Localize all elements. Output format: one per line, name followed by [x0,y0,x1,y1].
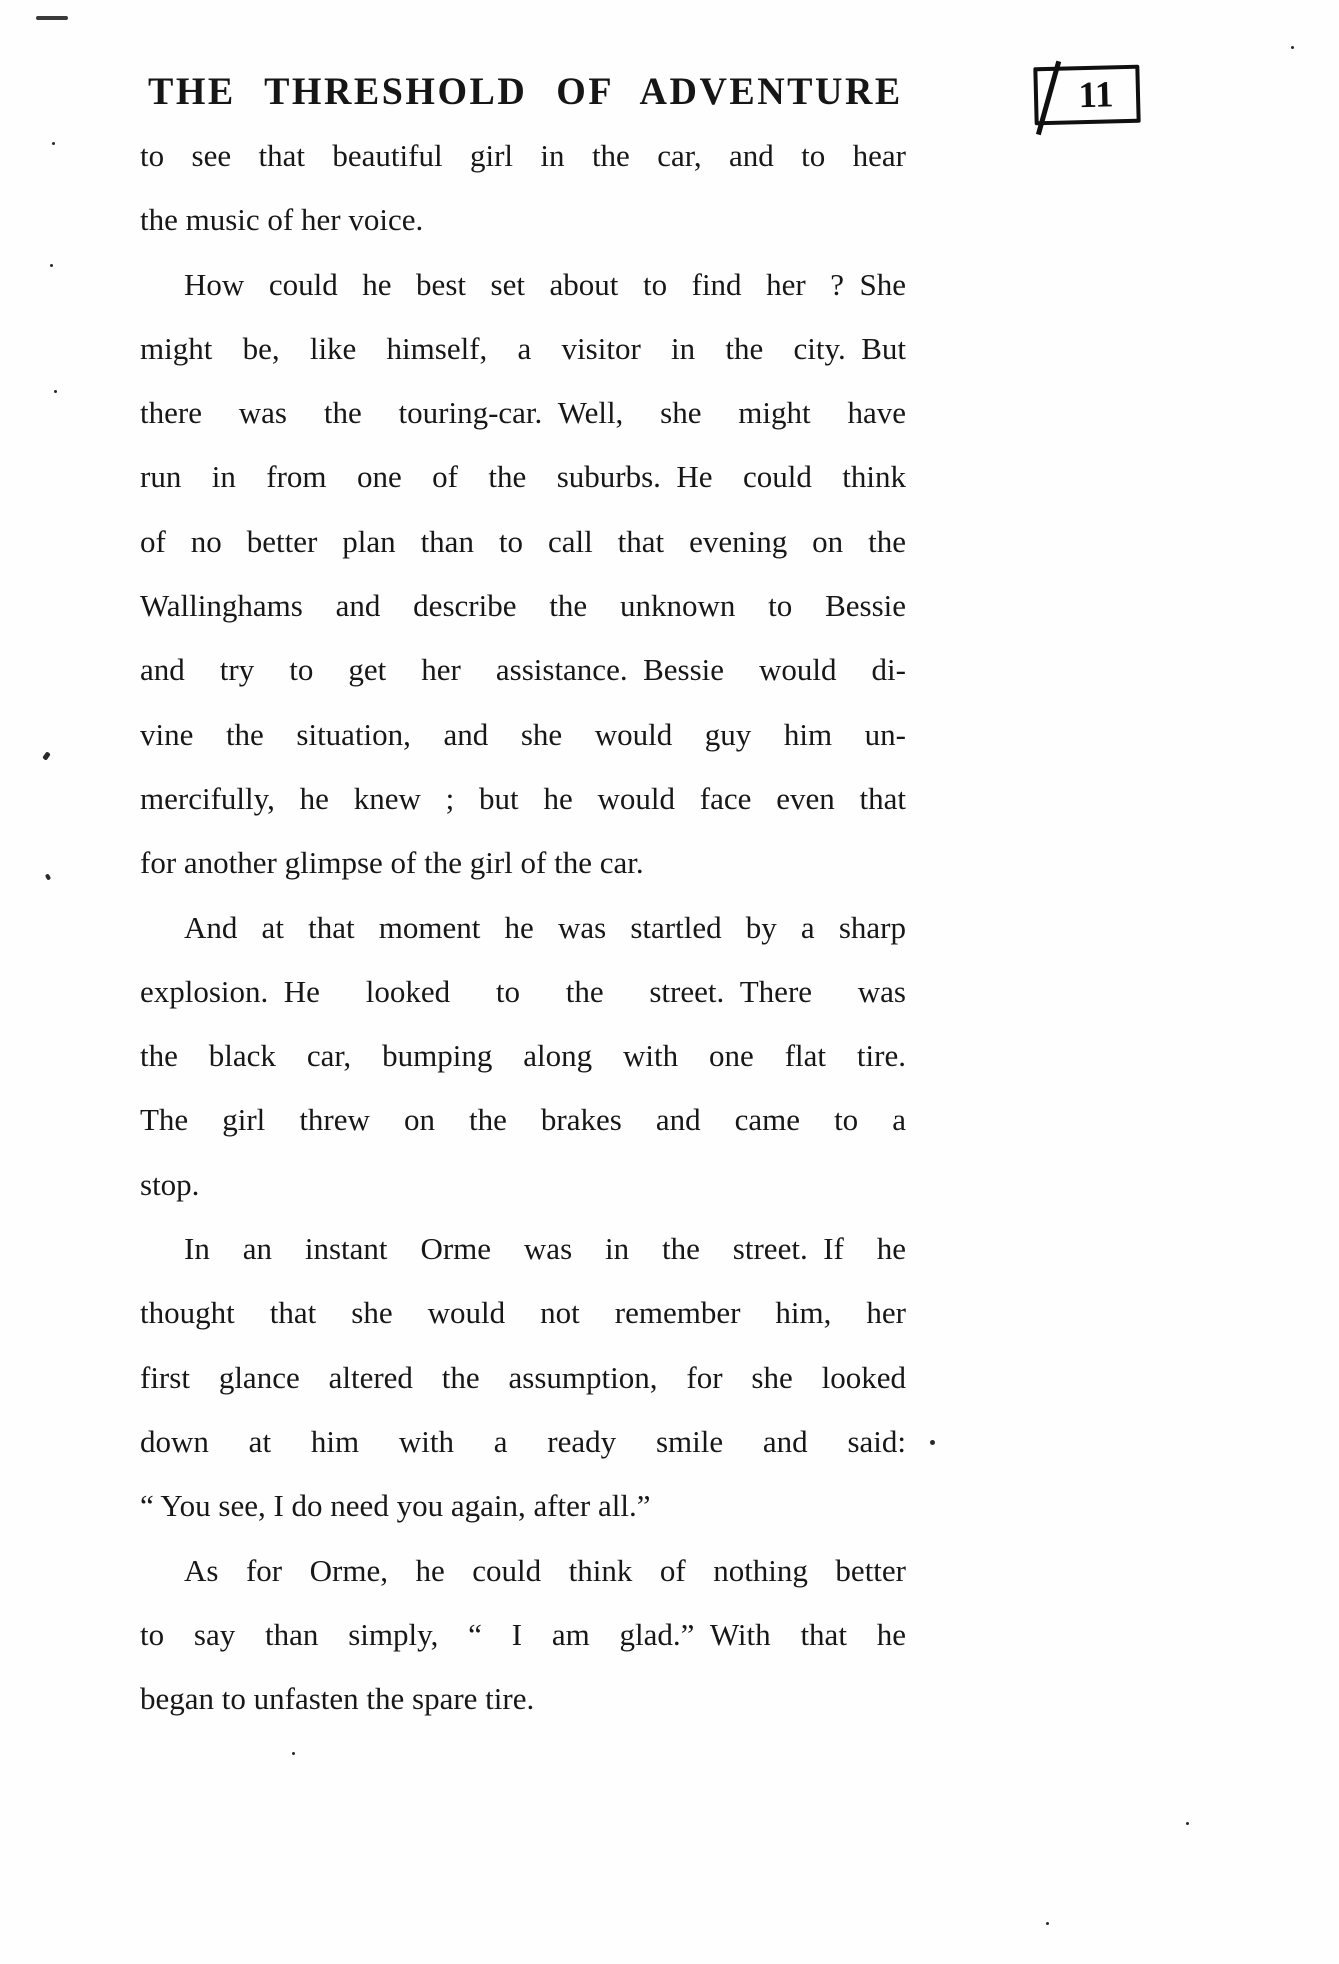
text-line: vine the situation, and she would guy him un- [140,716,906,752]
text-line: of no better plan than to call that evening on the [140,523,906,559]
running-head-title: THE THRESHOLD OF ADVENTURE [148,70,903,114]
ink-speck [930,1440,935,1445]
text-line: down at him with a ready smile and said: [140,1423,906,1459]
text-line: How could he best set about to find her ? She [184,266,906,302]
text-line: The girl threw on the brakes and came to a [140,1102,906,1138]
ink-speck [42,751,51,760]
text-line: Wallinghams and describe the unknown to Bessie [140,588,906,624]
ink-speck [36,16,68,20]
text-line: run in from one of the suburbs. He could think [140,459,906,495]
text-line: mercifully, he knew ; but he would face even that [140,780,906,816]
text-line: the black car, bumping along with one flat tire. [140,1038,906,1074]
ink-speck [52,142,55,145]
text-line: In an instant Orme was in the street. If he [184,1231,906,1267]
text-line: first glance altered the assumption, for she looked [140,1359,906,1395]
ink-speck [292,1752,295,1755]
text-block [140,124,906,1731]
text-line: for another glimpse of the girl of the car. [140,845,644,881]
slash-mark [1036,61,1061,136]
text-line: explosion. He looked to the street. There was [140,973,906,1009]
text-line: “ You see, I do need you again, after all.” [140,1488,651,1524]
ink-speck [54,390,57,393]
ink-speck [1186,1822,1189,1825]
text-line: there was the touring-car. Well, she might have [140,395,906,431]
text-line: stop. [140,1166,200,1202]
ink-speck [45,873,51,880]
ink-speck [50,264,53,267]
ink-speck [1291,46,1294,49]
text-line: and try to get her assistance. Bessie would di- [140,652,906,688]
page-number: 11 [1078,73,1114,116]
ink-speck [1046,1922,1049,1925]
text-line: to see that beautiful girl in the car, and to hear [140,138,906,173]
text-line: the music of her voice. [140,202,424,238]
text-line: began to unfasten the spare tire. [140,1681,535,1717]
text-line: thought that she would not remember him, her [140,1295,906,1331]
page-number-box [1033,65,1140,126]
text-line: to say than simply, “ I am glad.” With that he [140,1616,906,1652]
text-line: As for Orme, he could think of nothing better [184,1552,906,1588]
text-line: And at that moment he was startled by a sharp [184,909,906,945]
text-line: might be, like himself, a visitor in the city. But [140,330,906,366]
